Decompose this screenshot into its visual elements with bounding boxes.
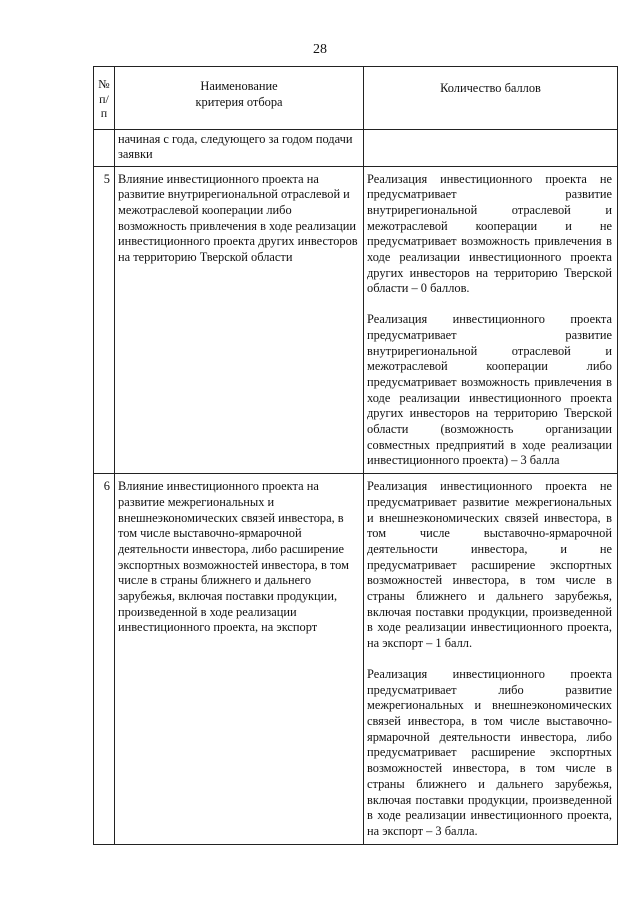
row-number: 5 — [94, 166, 115, 474]
table-header-row — [94, 67, 618, 130]
row-number: 6 — [94, 474, 115, 844]
criterion-cell: начиная с года, следующего за годом подачи заявки — [115, 129, 364, 166]
table-row — [94, 474, 618, 844]
criteria-table — [93, 66, 618, 845]
score-cell — [364, 129, 618, 166]
header-number — [94, 67, 115, 130]
score-cell — [364, 474, 618, 844]
row-number — [94, 129, 115, 166]
header-criterion-label: Наименование критерия отбора — [195, 79, 283, 109]
score-option: Реализация инвестиционного проекта предусматривает развитие внутрирегиональной отраслевой и межотраслевой кооперации либо предусматривает возможность привлечения в ходе реализации инвестиционного проекта других инвесторов на территорию Тверской области (возможность организации совместных предприятий в ходе реализации инвестиционного проекта) – 3 балла — [367, 312, 612, 468]
table-row — [94, 166, 618, 474]
criterion-cell: Влияние инвестиционного проекта на развитие межрегиональных и внешнеэкономических связей инвестора, в том числе выставочно-ярмарочной деятельности инвестора, либо расширение экспортных возможностей инвестора, в том числе в страны ближнего и дальнего зарубежья, включая поставки продукции, произведенной в ходе реализации инвестиционного проекта, на экспорт — [115, 474, 364, 844]
table-row — [94, 129, 618, 166]
header-score-label: Количество баллов — [440, 81, 541, 95]
criterion-cell: Влияние инвестиционного проекта на развитие внутрирегиональной отраслевой и межотраслевой кооперации либо возможность привлечения в ходе реализации инвестиционного проекта других инвесторов на территорию Тверской области — [115, 166, 364, 474]
score-option: Реализация инвестиционного проекта не предусматривает развитие внутрирегиональной отраслевой и межотраслевой кооперации и не предусматривает возможность привлечения в ходе реализации инвестиционного проекта других инвесторов на территорию Тверской области – 0 баллов. — [367, 171, 612, 296]
score-option: Реализация инвестиционного проекта не предусматривает развитие межрегиональных и внешнеэкономических связей инвестора, в том числе выставочно-ярмарочной деятельности инвестора, и не предусматривает расширение экспортных возможностей инвестора, в том числе в страны ближнего и дальнего зарубежья, включая поставки продукции, произведенной в ходе реализации инвестиционного проекта, на экспорт – 1 балл. — [367, 479, 612, 651]
score-cell — [364, 166, 618, 474]
header-score — [364, 67, 618, 130]
header-number-label: № п/п — [98, 77, 110, 120]
header-criterion — [115, 67, 364, 130]
page-number: 28 — [313, 42, 327, 57]
score-option: Реализация инвестиционного проекта предусматривает либо развитие межрегиональных и внешнеэкономических связей инвестора, в том числе выставочно-ярмарочной деятельности инвестора, либо предусматривает расширение экспортных возможностей инвестора, в том числе в страны ближнего и дальнего зарубежья, включая поставки продукции, произведенной в ходе реализации инвестиционного проекта, на экспорт – 3 балла. — [367, 666, 612, 838]
